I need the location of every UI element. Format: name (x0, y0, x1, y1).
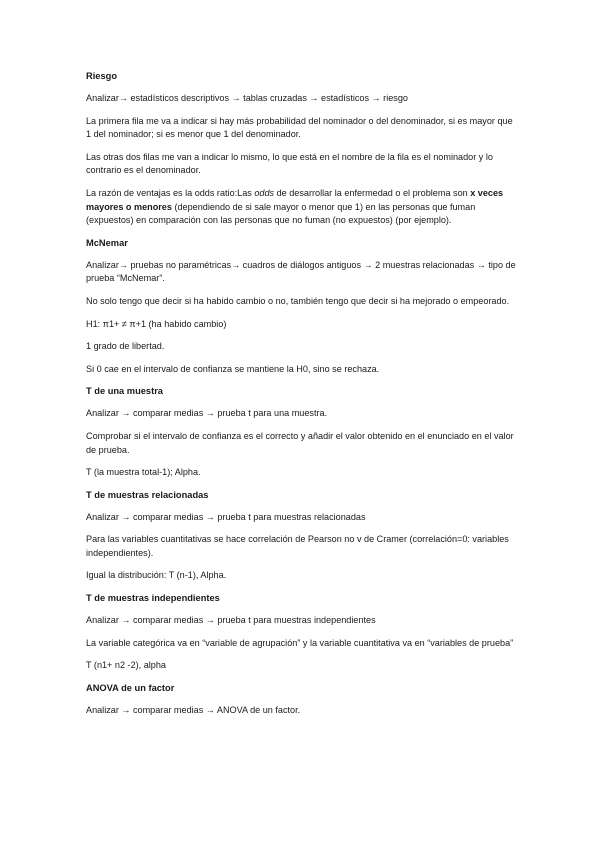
heading-anova: ANOVA de un factor (86, 682, 175, 693)
odds-bold: x veces mayores o menores (86, 187, 504, 212)
odds-italic: odds (254, 187, 275, 198)
riesgo-first-row: La primera fila me va a indicar si hay más probabilidad del nominador o del denominador, si es mayor que 1 del nominador; si es menor que 1 del denominador. (86, 115, 513, 140)
heading-mcnemar: McNemar (86, 237, 128, 248)
heading-riesgo: Riesgo (86, 71, 117, 81)
riesgo-path: Analizar→ estadísticos descriptivos → tablas cruzadas → estadísticos → riesgo (86, 93, 408, 103)
t-ind-dist: T (n1+ n2 -2), alpha (86, 660, 166, 671)
mcnemar-change: No solo tengo que decir si ha habido cambio o no, también tengo que decir si ha mejorado o empeorado. (86, 295, 510, 306)
t-ind-variables: La variable categórica va en “variable de agrupación” y la variable cuantitativa va en “variables de prueba” (86, 637, 514, 648)
t-una-check: Comprobar si el intervalo de confianza es el correcto y añadir el valor obtenido en el enunciado en el valor de prueba. (86, 430, 514, 455)
heading-t-independientes: T de muestras independientes (86, 593, 220, 604)
t-rel-path: Analizar → comparar medias → prueba t para muestras relacionadas (86, 511, 366, 522)
mcnemar-h1: H1: π1+ ≠ π+1 (ha habido cambio) (86, 318, 227, 329)
t-rel-dist: Igual la distribución: T (n-1), Alpha. (86, 570, 227, 581)
riesgo-other-rows: Las otras dos filas me van a indicar lo mismo, lo que está en el nombre de la fila es el nominador y lo contrario es el denominador. (86, 151, 493, 176)
t-ind-path: Analizar → comparar medias → prueba t para muestras independientes (86, 615, 376, 626)
t-rel-pearson: Para las variables cuantitativas se hace correlación de Pearson no v de Cramer (correlación=0: variables independientes). (86, 534, 509, 558)
mcnemar-path: Analizar→ pruebas no paramétricas→ cuadros de diálogos antiguos → 2 muestras relacionadas → tipo de prueba “McNemar”. (86, 259, 516, 284)
anova-path: Analizar → comparar medias → ANOVA de un factor. (86, 704, 301, 715)
riesgo-odds-ratio: La razón de ventajas es la odds ratio:Las odds de desarrollar la enfermedad o el problema son x veces mayores o menores (dependiendo de si sale mayor o menor que 1) en las personas que fuman (expuestos) en comparación con las personas que no fuman (no expuestos) (por ejemplo). (86, 187, 504, 226)
heading-t-relacionadas: T de muestras relacionadas (86, 489, 209, 500)
t-una-path: Analizar → comparar medias → prueba t para una muestra. (86, 408, 328, 419)
heading-t-una-muestra: T de una muestra (86, 386, 163, 397)
mcnemar-df: 1 grado de libertad. (86, 341, 165, 352)
t-una-dist: T (la muestra total-1); Alpha. (86, 467, 201, 478)
mcnemar-interval: Si 0 cae en el intervalo de confianza se mantiene la H0, sino se rechaza. (86, 363, 380, 374)
